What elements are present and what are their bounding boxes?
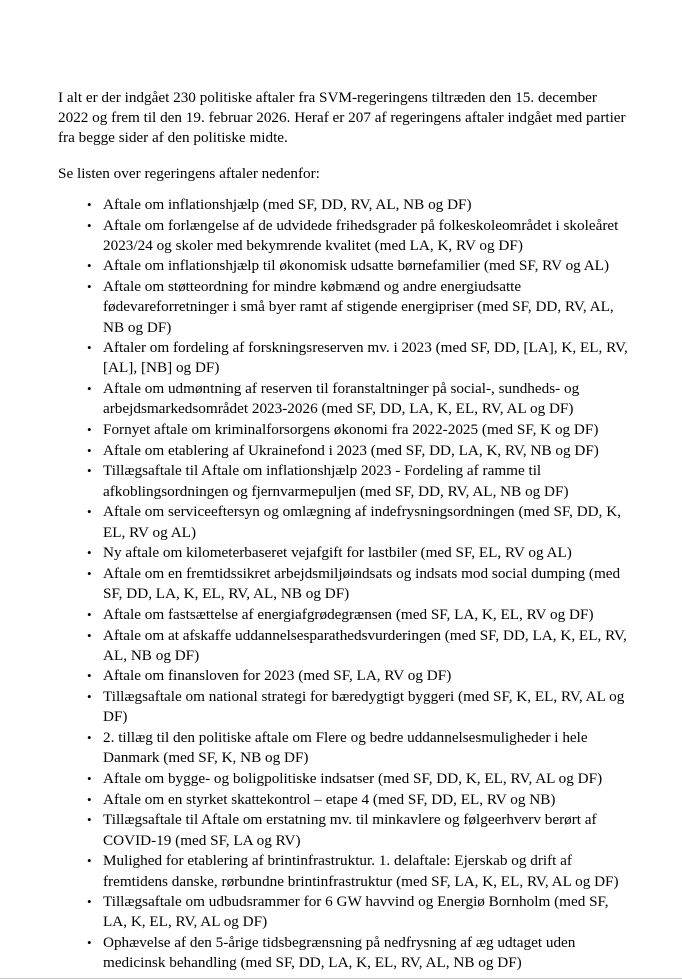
list-item: • Aftale om at afskaffe uddannelsesparathedsvurderingen (med SF, DD, LA, K, EL, RV, AL, NB og DF) [58, 626, 630, 666]
list-item: • Aftale om en fremtidssikret arbejdsmiljøindsats og indsats mod social dumping (med SF, DD, LA, K, EL, RV, AL, NB og DF) [58, 564, 630, 604]
list-item: • Aftale om fastsættelse af energiafgrødegrænsen (med SF, LA, K, EL, RV og DF) [58, 605, 630, 625]
list-item: • Aftale om bygge- og boligpolitiske indsatser (med SF, DD, K, EL, RV, AL og DF) [58, 769, 630, 789]
list-item: • Aftale om serviceeftersyn og omlægning af indefrysningsordningen (med SF, DD, K, EL, RV og AL) [58, 502, 630, 542]
list-item: • Aftale om støtteordning for mindre købmænd og andre energiudsatte fødevareforretninger i små byer ramt af stigende energipriser (med SF, DD, RV, AL, NB og DF) [58, 277, 630, 338]
list-item: • Aftale om udmøntning af reserven til foranstaltninger på social-, sundheds- og arbejdsmarkedsområdet 2023-2026 (med SF, DD, LA, K, EL, RV, AL og DF) [58, 379, 630, 419]
intro-paragraph: Se listen over regeringens aftaler nedenfor: [58, 164, 320, 182]
document-body [58, 88, 630, 974]
list-item: • Aftale om forlængelse af de udvidede frihedsgrader på folkeskoleområdet i skoleåret 2023/24 og skoler med bekymrende kvalitet (med LA, K, RV og DF) [58, 216, 630, 256]
list-item: • Aftale om en styrket skattekontrol – etape 4 (med SF, DD, EL, RV og NB) [58, 790, 630, 810]
list-item: • Ophævelse af den 5-årige tidsbegrænsning på nedfrysning af æg udtaget uden medicinsk behandling (med SF, DD, LA, K, EL, RV, AL, NB og DF) [58, 933, 630, 973]
list-item: • Tillægsaftale om national strategi for bæredygtigt byggeri (med SF, K, EL, RV, AL og DF) [58, 687, 630, 727]
list-item: • Aftaler om fordeling af forskningsreserven mv. i 2023 (med SF, DD, [LA], K, EL, RV, [AL], [NB] og DF) [58, 338, 630, 378]
list-item: • Ny aftale om kilometerbaseret vejafgift for lastbiler (med SF, EL, RV og AL) [58, 543, 630, 563]
list-item: • Tillægsaftale til Aftale om erstatning mv. til minkavlere og følgeerhverv berørt af COVID-19 (med SF, LA og RV) [58, 810, 630, 850]
list-item: • Aftale om inflationshjælp til økonomisk udsatte børnefamilier (med SF, RV og AL) [58, 256, 630, 276]
list-item: • Aftale om finansloven for 2023 (med SF, LA, RV og DF) [58, 666, 630, 686]
agreements-list [58, 195, 630, 974]
list-item: • Fornyet aftale om kriminalforsorgens økonomi fra 2022-2025 (med SF, K og DF) [58, 420, 630, 440]
list-item: • Tillægsaftale om udbudsrammer for 6 GW havvind og Energiø Bornholm (med SF, LA, K, EL, RV, AL og DF) [58, 892, 630, 932]
list-item: • Tillægsaftale til Aftale om inflationshjælp 2023 - Fordeling af ramme til afkoblingsordningen og fjernvarmepuljen (med SF, DD, RV, AL, NB og DF) [58, 461, 630, 501]
list-item: • Aftale om etablering af Ukrainefond i 2023 (med SF, DD, LA, K, RV, NB og DF) [58, 441, 630, 461]
list-item: • 2. tillæg til den politiske aftale om Flere og bedre uddannelsesmuligheder i hele Danmark (med SF, K, NB og DF) [58, 728, 630, 768]
list-item: • Aftale om inflationshjælp (med SF, DD, RV, AL, NB og DF) [58, 195, 630, 215]
list-item: • Mulighed for etablering af brintinfrastruktur. 1. delaftale: Ejerskab og drift af fremtidens danske, rørbundne brintinfrastruktur (med SF, LA, K, EL, RV, AL og DF) [58, 851, 630, 891]
lead-paragraph: I alt er der indgået 230 politiske aftaler fra SVM-regeringens tiltræden den 15. december 2022 og frem til den 19. februar 2026. Heraf er 207 af regeringens aftaler indgået med partier fra begge sider af den politiske midte. [58, 89, 626, 147]
